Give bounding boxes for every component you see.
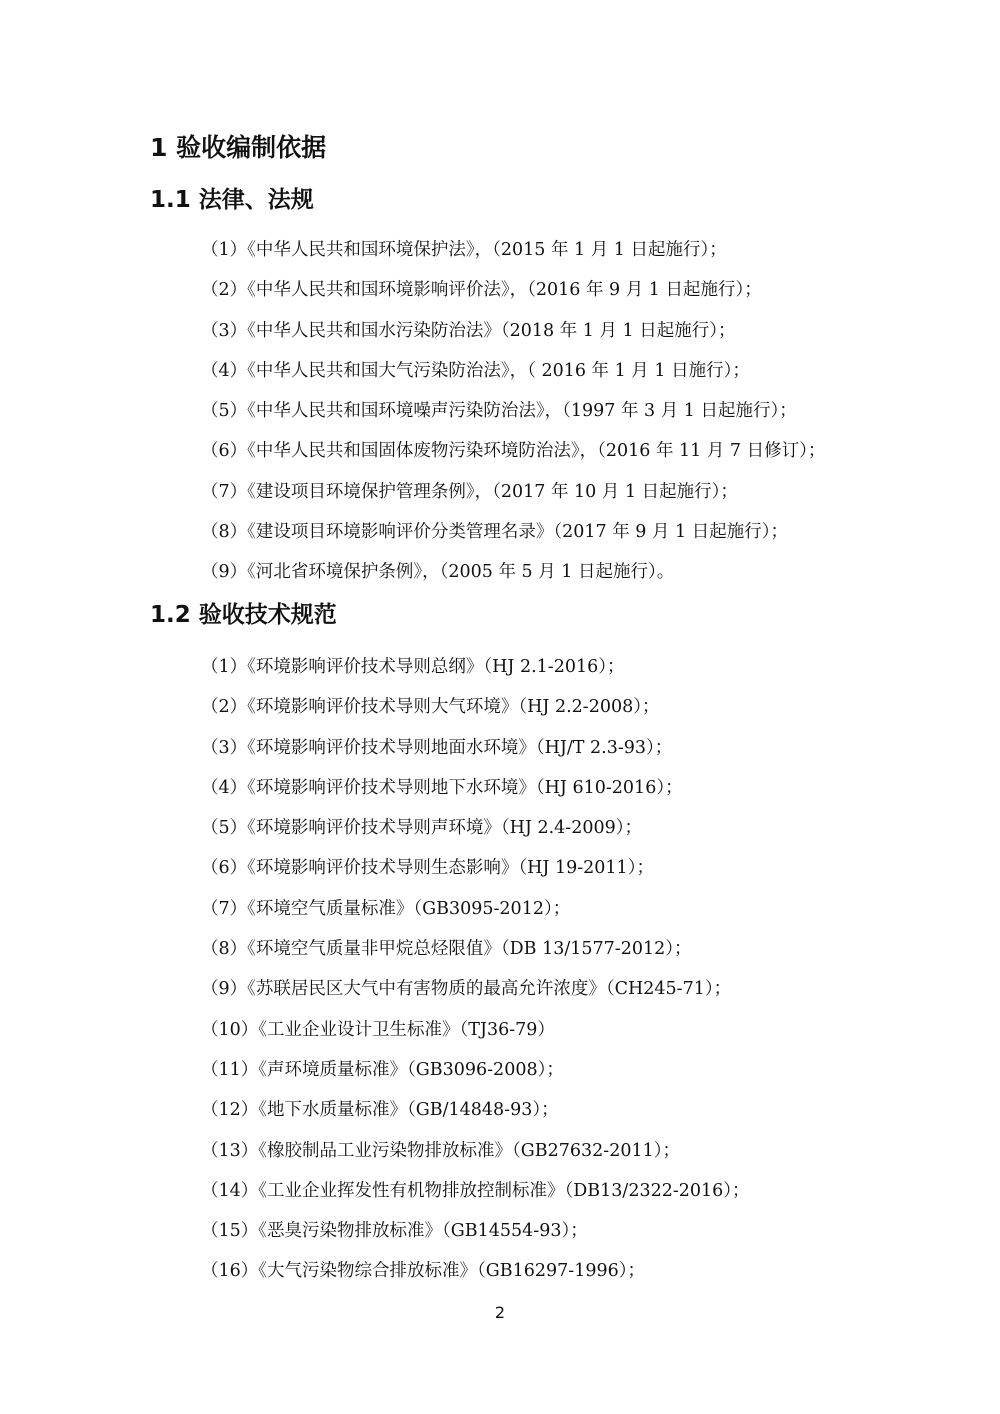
laws-list [201, 230, 825, 593]
list-item: （10）《工业企业设计卫生标准》（TJ36-79） [201, 1019, 555, 1040]
list-item: （1）《环境影响评价技术导则总纲》（HJ 2.1-2016）； [201, 657, 625, 677]
list-item: （11）《声环境质量标准》（GB3096-2008）； [201, 1059, 564, 1080]
list-item: （3）《中华人民共和国水污染防治法》（2018 年 1 月 1 日起施行）； [201, 320, 736, 341]
list-item: （16）《大气污染物综合排放标准》（GB16297-1996）； [201, 1261, 645, 1282]
section-heading-specs: 1.2 验收技术规范 [150, 602, 337, 628]
specs-list [201, 647, 750, 1292]
list-item: （5）《中华人民共和国环境噪声污染防治法》，（1997 年 3 月 1 日起施行）； [201, 401, 797, 422]
list-item: （14）《工业企业挥发性有机物排放控制标准》（DB13/2322-2016）； [201, 1180, 750, 1201]
list-item: （8）《环境空气质量非甲烷总烃限值》（DB 13/1577-2012）； [201, 939, 692, 960]
list-item: （2）《中华人民共和国环境影响评价法》，（2016 年 9 月 1 日起施行）； [201, 280, 762, 301]
list-item: （13）《橡胶制品工业污染物排放标准》（GB27632-2011）； [201, 1140, 680, 1161]
list-item: （3）《环境影响评价技术导则地面水环境》（HJ/T 2.3-93）； [201, 737, 673, 758]
list-item: （4）《中华人民共和国大气污染防治法》，（ 2016 年 1 月 1 日施行）； [201, 360, 750, 381]
list-item: （6）《中华人民共和国固体废物污染环境防治法》，（2016 年 11 月 7 日修订）； [201, 441, 826, 462]
section-heading-laws: 1.1 法律、法规 [150, 187, 314, 213]
list-item: （15）《恶臭污染物排放标准》（GB14554-93）； [201, 1221, 588, 1242]
list-item: （12）《地下水质量标准》（GB/14848-93）； [201, 1100, 559, 1121]
chapter-heading: 1 验收编制依据 [150, 133, 327, 162]
list-item: （2）《环境影响评价技术导则大气环境》（HJ 2.2-2008）； [201, 697, 660, 718]
list-item: （4）《环境影响评价技术导则地下水环境》（HJ 610-2016）； [201, 777, 683, 798]
list-item: （9）《河北省环境保护条例》，（2005 年 5 月 1 日起施行）。 [201, 562, 675, 583]
list-item: （8）《建设项目环境影响评价分类管理名录》（2017 年 9 月 1 日起施行）； [201, 522, 788, 543]
list-item: （1）《中华人民共和国环境保护法》，（2015 年 1 月 1 日起施行）； [201, 240, 727, 260]
list-item: （7）《环境空气质量标准》（GB3095-2012）； [201, 898, 571, 919]
list-item: （7）《建设项目环境保护管理条例》，（2017 年 10 月 1 日起施行）； [201, 481, 738, 502]
list-item: （9）《苏联居民区大气中有害物质的最高允许浓度》（CH245-71）； [201, 979, 732, 1000]
list-item: （5）《环境影响评价技术导则声环境》（HJ 2.4-2009）； [201, 818, 643, 839]
page-number: 2 [494, 1303, 506, 1322]
list-item: （6）《环境影响评价技术导则生态影响》（HJ 19-2011）； [201, 858, 654, 879]
